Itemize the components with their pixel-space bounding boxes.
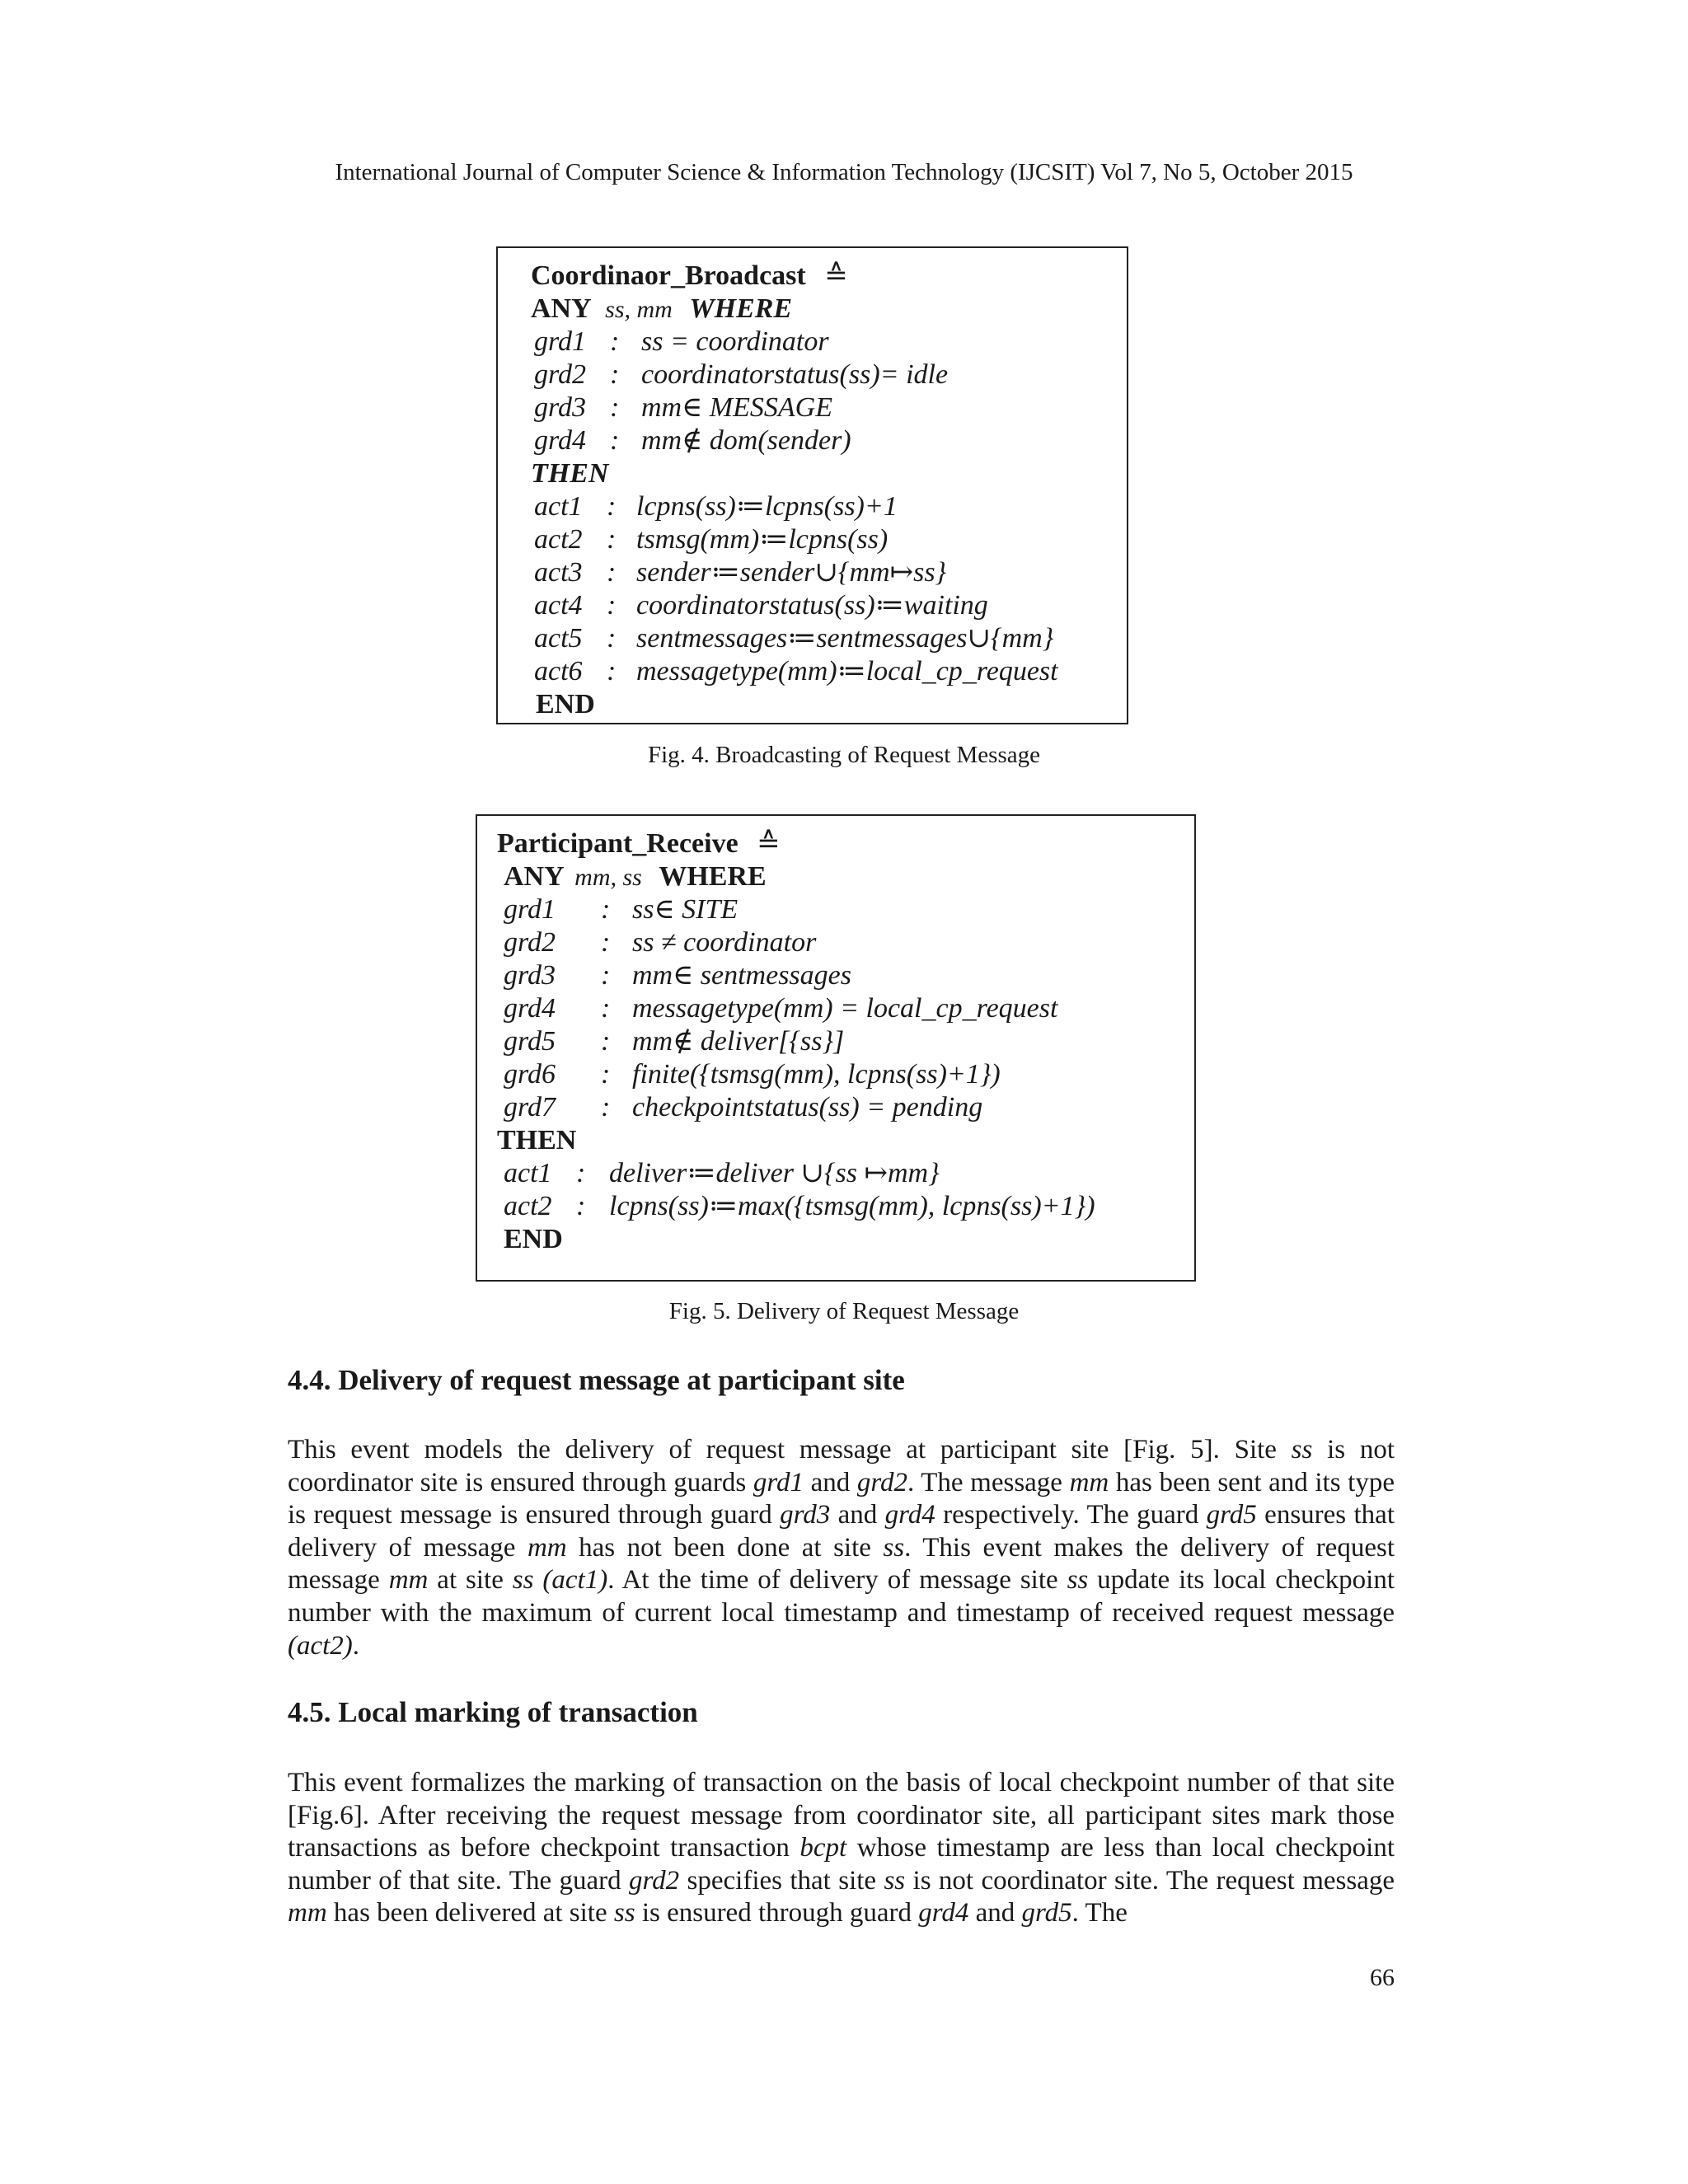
fig4-guard-expression: mm∉ dom(sender) — [641, 425, 851, 456]
fig4-guard-row-grd2 — [534, 359, 949, 391]
fig5-guard-colon: : — [601, 1026, 611, 1057]
italic-term: ss — [884, 1865, 906, 1896]
fig5-guard-colon: : — [601, 1059, 611, 1090]
italic-term: grd4 — [884, 1500, 935, 1530]
italic-term: ss — [613, 1898, 635, 1929]
fig5-guard-expression: mm∉ deliver[{ss}] — [632, 1026, 845, 1057]
section-4-5-heading: 4.5. Local marking of transaction — [288, 1696, 698, 1728]
fig4-guard-colon: : — [610, 326, 620, 357]
fig5-title: Participant_Receive — [497, 828, 738, 859]
text-segment: is ensured through guard — [635, 1898, 919, 1929]
fig4-caption: Fig. 4. Broadcasting of Request Message — [647, 742, 1040, 768]
fig4-action-row-act4 — [534, 589, 988, 622]
fig4-guard-colon: : — [610, 392, 620, 423]
fig5-any-keyword: ANY — [504, 861, 565, 892]
italic-term: mm — [388, 1565, 429, 1596]
fig4-guard-expression: coordinatorstatus(ss)= idle — [641, 359, 949, 390]
fig5-guard-row-grd2 — [504, 926, 817, 959]
fig5-action-label: act2 — [504, 1191, 552, 1221]
fig5-guard-row-grd1 — [504, 893, 738, 926]
fig4-action-label: act5 — [534, 623, 583, 654]
fig5-guard-colon: : — [601, 993, 611, 1024]
italic-term: grd2 — [629, 1865, 680, 1896]
fig4-where-keyword: WHERE — [689, 293, 793, 324]
fig4-guard-expression: ss = coordinator — [641, 326, 829, 357]
text-segment: . — [352, 1630, 360, 1661]
text-segment: whose timestamp are less than local checkpoint number of that site. The guard — [288, 1833, 1395, 1896]
fig4-title: Coordinaor_Broadcast — [531, 260, 806, 291]
fig5-action-colon: : — [576, 1158, 586, 1188]
fig5-guard-row-grd3 — [504, 959, 851, 992]
italic-term: grd4 — [918, 1898, 969, 1929]
italic-term: ss — [1067, 1565, 1089, 1596]
text-segment: . The message — [907, 1467, 1070, 1497]
fig5-event-box — [476, 814, 1196, 1282]
fig4-action-label: act6 — [534, 656, 583, 687]
fig5-guard-expression: ss∈ SITE — [632, 894, 738, 925]
fig4-action-row-act5 — [534, 622, 1054, 655]
fig5-action-expression: lcpns(ss)≔max({tsmsg(mm), lcpns(ss)+1}) — [609, 1191, 1095, 1221]
fig4-action-label: act2 — [534, 524, 583, 555]
fig5-guard-label: grd2 — [504, 927, 556, 958]
italic-term: ss — [1291, 1435, 1313, 1465]
text-segment: is not coordinator site is ensured through guards — [288, 1435, 1395, 1497]
fig5-guard-row-grd7 — [504, 1091, 983, 1124]
text-segment: and — [803, 1467, 857, 1497]
fig4-guard-row-grd3 — [534, 391, 832, 424]
text-segment: . At the time of delivery of message site — [607, 1565, 1067, 1596]
fig5-guard-expression: messagetype(mm) = local_cp_request — [632, 993, 1058, 1024]
fig4-guard-label: grd4 — [534, 425, 586, 456]
fig5-guard-expression: finite({tsmsg(mm), lcpns(ss)+1}) — [632, 1059, 1001, 1090]
fig4-action-expression: lcpns(ss)≔lcpns(ss)+1 — [636, 491, 898, 522]
fig5-guard-colon: : — [601, 894, 611, 925]
fig5-guard-colon: : — [601, 960, 611, 991]
text-segment: has been delivered at site — [326, 1898, 614, 1929]
fig5-guard-row-grd6 — [504, 1058, 1001, 1091]
fig5-guard-row-grd5 — [504, 1025, 845, 1058]
fig4-action-expression: sentmessages≔sentmessages∪{mm} — [636, 623, 1054, 654]
text-segment: This event formalizes the marking of transaction on the basis of local checkpoint number of that site [Fig.6]. After receiving the request message from coordinator site, all participant sites mark those transactions as before checkpoint transaction — [288, 1768, 1395, 1863]
fig5-action-colon: : — [576, 1191, 586, 1221]
page-number: 66 — [1370, 1964, 1395, 1991]
fig4-action-row-act3 — [534, 556, 947, 589]
text-segment: ensures that delivery of message — [288, 1500, 1395, 1563]
fig4-action-label: act4 — [534, 590, 583, 621]
fig4-guard-expression: mm∈ MESSAGE — [641, 392, 832, 423]
fig4-end-keyword: END — [536, 689, 595, 719]
fig5-guard-label: grd1 — [504, 894, 556, 925]
italic-term: mm — [288, 1898, 327, 1929]
fig4-guard-label: grd2 — [534, 359, 586, 390]
fig4-action-colon: : — [607, 524, 617, 555]
fig5-action-expression: deliver≔deliver ∪{ss ↦mm} — [609, 1158, 940, 1188]
fig5-guard-colon: : — [601, 1092, 611, 1122]
fig4-guard-colon: : — [610, 425, 620, 456]
fig4-action-label: act3 — [534, 557, 583, 588]
fig5-guard-label: grd3 — [504, 960, 556, 991]
text-segment: update its local checkpoint number with the maximum of current local timestamp and timestamp of received request message — [288, 1565, 1395, 1628]
fig5-action-row-act2 — [504, 1190, 1095, 1223]
text-segment: This event models the delivery of request message at participant site [Fig. 5]. Site — [288, 1435, 1292, 1465]
italic-term: mm — [1069, 1467, 1109, 1497]
fig5-any-line — [504, 860, 767, 894]
italic-term: grd2 — [856, 1467, 907, 1497]
fig5-guard-label: grd6 — [504, 1059, 556, 1090]
fig4-action-colon: : — [607, 491, 617, 522]
section-4-5-paragraph — [288, 1767, 1395, 1930]
fig5-guard-expression: checkpointstatus(ss) = pending — [632, 1092, 983, 1122]
fig5-then-keyword: THEN — [497, 1125, 577, 1155]
fig4-any-line — [531, 293, 792, 326]
fig4-action-expression: coordinatorstatus(ss)≔waiting — [636, 590, 988, 621]
fig5-guard-colon: : — [601, 927, 611, 958]
fig4-action-expression: tsmsg(mm)≔lcpns(ss) — [636, 524, 889, 555]
italic-term: bcpt — [799, 1833, 847, 1863]
fig5-guard-expression: mm∈ sentmessages — [632, 960, 851, 991]
italic-term: ss (act1) — [512, 1565, 608, 1596]
fig4-event-box — [496, 246, 1128, 724]
text-segment: . The — [1071, 1898, 1128, 1929]
fig4-action-label: act1 — [534, 491, 583, 522]
fig4-action-expression: sender≔sender∪{mm↦ss} — [636, 557, 947, 588]
italic-term: grd3 — [780, 1500, 831, 1530]
fig5-title-line — [497, 827, 781, 860]
fig5-where-keyword: WHERE — [659, 861, 767, 892]
text-segment: . This event makes the delivery of request message — [288, 1532, 1395, 1596]
fig5-end-keyword: END — [504, 1224, 563, 1254]
italic-term: (act2) — [288, 1630, 353, 1661]
italic-term: grd5 — [1021, 1898, 1072, 1929]
fig4-guard-colon: : — [610, 359, 620, 390]
text-segment: specifies that site — [679, 1865, 884, 1896]
fig5-guard-label: grd5 — [504, 1026, 556, 1057]
fig4-action-colon: : — [607, 557, 617, 588]
fig4-params: ss, mm — [605, 296, 673, 323]
fig5-action-label: act1 — [504, 1158, 552, 1188]
fig5-guard-label: grd4 — [504, 993, 556, 1024]
fig5-action-row-act1 — [504, 1157, 940, 1190]
text-segment: is not coordinator site. The request message — [905, 1865, 1395, 1896]
fig5-defsym: ≙ — [757, 828, 781, 859]
fig5-caption: Fig. 5. Delivery of Request Message — [668, 1298, 1020, 1324]
fig4-action-colon: : — [607, 656, 617, 687]
fig4-title-line — [531, 260, 848, 293]
text-segment: and — [830, 1500, 885, 1530]
fig4-guard-label: grd1 — [534, 326, 586, 357]
text-segment: and — [968, 1898, 1022, 1929]
fig5-guard-expression: ss ≠ coordinator — [632, 927, 817, 958]
section-4-4-paragraph — [288, 1434, 1395, 1662]
text-segment: has not been done at site — [566, 1532, 884, 1563]
fig5-guard-row-grd4 — [504, 992, 1058, 1025]
italic-term: ss — [883, 1532, 905, 1563]
fig4-action-row-act6 — [534, 655, 1058, 688]
fig4-guard-row-grd1 — [534, 326, 829, 359]
italic-term: grd1 — [753, 1467, 804, 1497]
text-segment: has been sent and its type is request message is ensured through guard — [288, 1467, 1395, 1530]
italic-term: grd5 — [1206, 1500, 1257, 1530]
section-4-4-heading: 4.4. Delivery of request message at participant site — [288, 1364, 905, 1396]
fig4-any-keyword: ANY — [531, 293, 592, 324]
fig4-action-row-act1 — [534, 490, 898, 523]
fig5-guard-label: grd7 — [504, 1092, 556, 1122]
fig4-action-colon: : — [607, 623, 617, 654]
text-segment: respectively. The guard — [935, 1500, 1207, 1530]
text-segment: at site — [428, 1565, 513, 1596]
fig4-action-expression: messagetype(mm)≔local_cp_request — [636, 656, 1058, 687]
fig4-action-row-act2 — [534, 523, 889, 556]
fig4-then-keyword: THEN — [531, 458, 609, 489]
fig4-defsym: ≙ — [824, 260, 848, 291]
fig5-params: mm, ss — [574, 864, 642, 891]
italic-term: mm — [527, 1532, 567, 1563]
fig4-guard-row-grd4 — [534, 424, 851, 457]
fig4-guard-label: grd3 — [534, 392, 586, 423]
running-header: International Journal of Computer Science & Information Technology (IJCSIT) Vol 7, No 5, October 2015 — [335, 159, 1353, 185]
fig4-action-colon: : — [607, 590, 617, 621]
